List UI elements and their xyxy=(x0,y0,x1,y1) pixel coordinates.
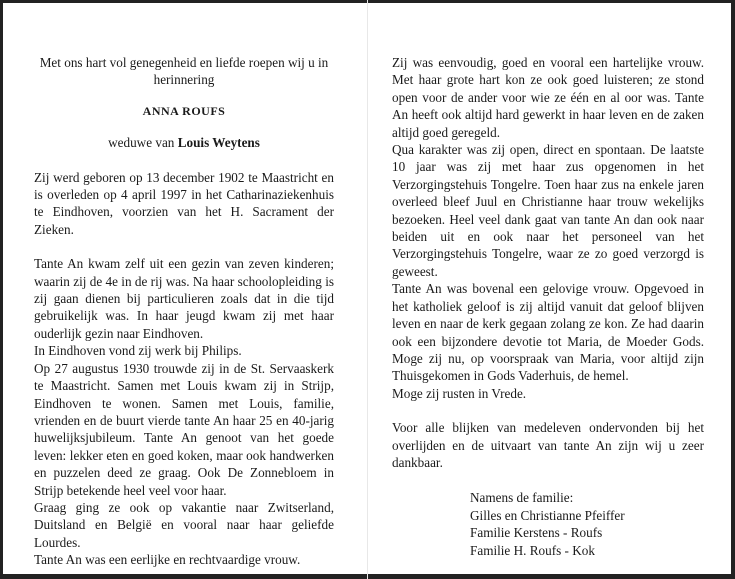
family-member: Familie H. Roufs - Kok xyxy=(470,542,595,558)
paragraph-simple-woman: Zij was eenvoudig, goed en vooral een hartelijke vrouw. Met haar grote hart kon ze ook goed luisteren; ze stond open voor de ander voor wie ze één en al oor was. Tante An heeft ook altijd hard gewerkt in haar leven en de zaken altijd goed geregeld. xyxy=(392,55,704,140)
border-left xyxy=(0,0,3,579)
left-page xyxy=(34,54,334,569)
deceased-name: ANNA ROUFS xyxy=(142,103,226,118)
border-right xyxy=(731,0,735,579)
widow-line xyxy=(34,134,334,151)
paragraph-faith: Tante An was bovenal een gelovige vrouw. Opgevoed in het katholiek geloof is zij altijd vanuit dat geloof blijven leven en naar de kerk gegaan zolang ze kon. Ze had daarin ook een bijzondere devotie tot Maria, de Moeder Gods. Moge zij nu, op voorspraak van Maria, voor altijd zijn Thuisgekomen in Gods Vaderhuis, de hemel. xyxy=(392,281,704,384)
paragraph-philips: In Eindhoven vond zij werk bij Philips. xyxy=(34,343,242,359)
paragraph-vacation: Graag ging ze ook op vakantie naar Zwitserland, Duitsland en België en vooral naar haar geliefde Lourdes. xyxy=(34,499,334,550)
right-page xyxy=(392,54,704,559)
widow-prefix: weduwe van xyxy=(108,135,175,151)
birth-death-paragraph: Zij werd geboren op 13 december 1902 te Maastricht en is overleden op 4 april 1997 in het Catharinaziekenhuis te Eindhoven, voorzien van het H. Sacrament der Zieken. xyxy=(34,169,334,237)
family-member: Familie Kerstens - Roufs xyxy=(470,525,603,541)
rest-in-peace: Moge zij rusten in Vrede. xyxy=(392,385,527,401)
thanks-paragraph: Voor alle blijken van medeleven ondervonden bij het overlijden en de uitvaart van tante An zijn wij u zeer dankbaar. xyxy=(392,420,704,470)
intro-text: Met ons hart vol genegenheid en liefde roepen wij u in herinnering xyxy=(39,55,329,88)
fold-line xyxy=(367,0,368,579)
family-member: Gilles en Christianne Pfeiffer xyxy=(470,507,625,523)
paragraph-marriage: Op 27 augustus 1930 trouwde zij in de St. Servaaskerk te Maastricht. Samen met Louis kwam zij in Strijp, Eindhoven te wonen. Samen met Louis, familie, vrienden en de buurt vierde tante An haar 25 en 40-jarig huwelijksjubileum. Tante An genoot van het goede leven: lekker eten en goed koken, maar ook handwerken en puzzelen deed ze graag. Ook De Zonnebloem in Strijp betekende heel veel voor haar. xyxy=(34,360,334,498)
paragraph-family-origin: Tante An kwam zelf uit een gezin van zeven kinderen; waarin zij de 4e in de rij was. Na haar schoolopleiding is zij gaan dienen bij particulieren zoals dat in die tijd gebruikelijk was. In haar jeugd kwam zij met haar ouderlijk gezin naar Eindhoven. xyxy=(34,256,334,341)
family-signature-block xyxy=(470,489,704,559)
paragraph-character: Tante An was een eerlijke en rechtvaardige vrouw. xyxy=(34,552,301,568)
spouse-name: Louis Weytens xyxy=(177,135,260,151)
family-heading: Namens de familie: xyxy=(470,490,574,506)
paragraph-care-home: Qua karakter was zij open, direct en spontaan. De laatste 10 jaar was zij met haar zus opgenomen in het Verzorgingstehuis Tongelre. Toen haar zus na enkele jaren overleed bleef Juul en Christianne haar trouw wekelijks bezoeken. Heel veel dank gaat van tante An dan ook naar beiden uit en ook naar het personeel van het Verzorgingstehuis Tongelre, waar ze zo goed verzorgd is geweest. xyxy=(392,142,704,279)
